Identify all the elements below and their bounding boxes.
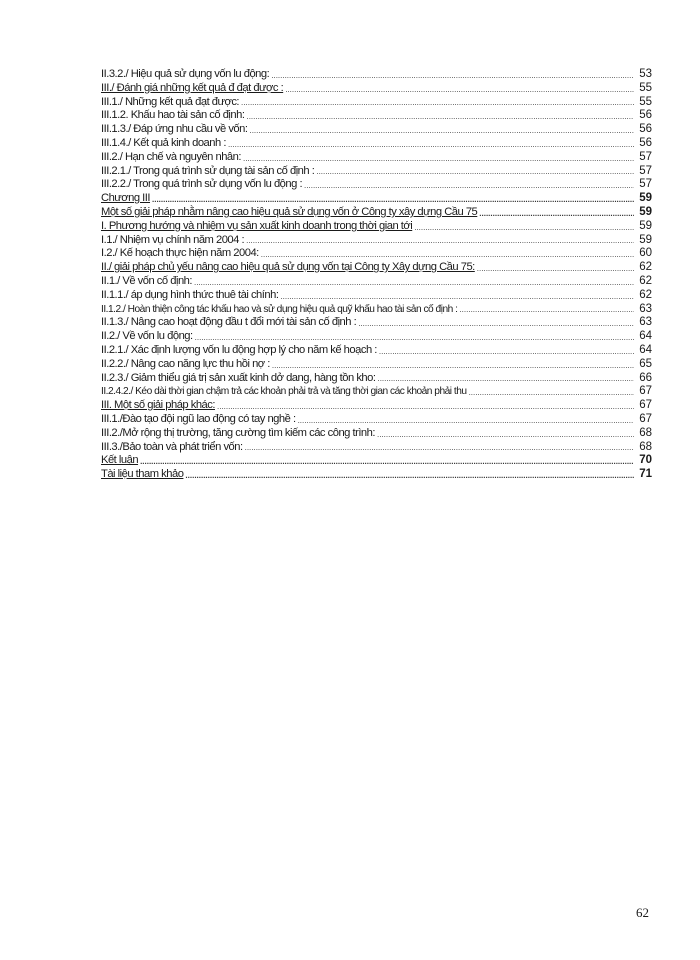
toc-entry-label: II.3.2./ Hiệu quả sử dụng vốn lu động:	[101, 68, 270, 80]
toc-entry[interactable]	[101, 178, 652, 192]
toc-entry[interactable]	[101, 289, 652, 303]
toc-leader-dots	[479, 208, 634, 220]
toc-entry-label: I. Phương hướng và nhiệm vụ sản xuất kinh doanh trong thời gian tới	[101, 219, 413, 232]
toc-entry-page-number: 67	[639, 412, 652, 425]
toc-leader-dots	[469, 387, 634, 399]
toc-entry-page-number: 71	[639, 468, 652, 481]
toc-entry-label: II.1./ Về vốn cố định:	[101, 274, 192, 287]
toc-entry-label: III./ Đánh giá những kết quả đ đạt được :	[101, 81, 284, 94]
toc-rows	[101, 68, 652, 482]
toc-entry-page-number: 55	[639, 95, 652, 108]
toc-entry-page-number: 63	[639, 302, 652, 315]
footer-page-number: 62	[636, 905, 649, 920]
toc-entry-page-number: 59	[639, 219, 652, 232]
toc-leader-dots	[316, 166, 634, 178]
toc-entry[interactable]	[101, 344, 652, 358]
toc-entry-page-number: 57	[639, 164, 652, 177]
toc-leader-dots	[152, 194, 634, 206]
toc-entry[interactable]	[101, 468, 652, 482]
toc-entry-label: Tài liệu tham khảo	[101, 468, 184, 481]
toc-entry[interactable]	[101, 303, 652, 317]
toc-entry-page-number: 59	[639, 205, 652, 218]
toc-entry[interactable]	[101, 372, 652, 386]
toc-entry-label: I.1./ Nhiệm vụ chính năm 2004 :	[101, 233, 245, 246]
toc-leader-dots	[304, 180, 634, 192]
toc-entry-label: II.1.2./ Hoàn thiện công tác khấu hao và sử dụng hiệu quả quỹ khấu hao tài sản cố định :	[101, 303, 458, 315]
toc-entry-page-number: 65	[639, 357, 652, 370]
toc-entry-label: III.2./Mở rộng thị trường, tăng cường tìm kiếm các công trình:	[101, 426, 375, 439]
toc-leader-dots	[217, 401, 634, 413]
toc-entry-page-number: 59	[639, 192, 652, 205]
toc-entry-label: II.2.2./ Nâng cao năng lực thu hồi nợ :	[101, 357, 270, 370]
toc-entry[interactable]	[101, 399, 652, 413]
toc-entry[interactable]	[101, 234, 652, 248]
toc-entry[interactable]	[101, 109, 652, 123]
toc-entry[interactable]	[101, 192, 652, 206]
toc-entry-label: III.1./ Những kết quả đạt được:	[101, 95, 240, 108]
toc-leader-dots	[245, 442, 634, 454]
toc-entry-label: III.1.4./ Kết quả kinh doanh :	[101, 136, 226, 149]
toc-entry-page-number: 62	[639, 274, 652, 287]
toc-entry-page-number: 55	[639, 81, 652, 94]
toc-entry-page-number: 63	[639, 316, 652, 329]
toc-leader-dots	[414, 222, 634, 234]
toc-entry[interactable]	[101, 151, 652, 165]
toc-leader-dots	[249, 125, 634, 137]
toc-entry[interactable]	[101, 427, 652, 441]
toc-entry-label: II.1.3./ Nâng cao hoạt động đầu t đổi mới tài sản cố định :	[101, 316, 357, 329]
toc-entry-page-number: 67	[639, 399, 652, 412]
toc-entry[interactable]	[101, 358, 652, 372]
toc-entry[interactable]	[101, 441, 652, 455]
toc-entry-page-number: 53	[639, 68, 652, 80]
toc-entry[interactable]	[101, 137, 652, 151]
toc-entry[interactable]	[101, 68, 652, 82]
toc-entry-page-number: 59	[639, 233, 652, 246]
toc-entry-page-number: 56	[639, 109, 652, 122]
toc-entry-page-number: 62	[639, 288, 652, 301]
toc-entry[interactable]	[101, 275, 652, 289]
toc-entry[interactable]	[101, 206, 652, 220]
toc-entry-page-number: 60	[639, 247, 652, 260]
toc-entry[interactable]	[101, 123, 652, 137]
toc-entry-label: III.2.1./ Trong quá trình sử dụng tài sản cố định :	[101, 164, 315, 177]
toc-leader-dots	[280, 291, 634, 303]
toc-leader-dots	[194, 277, 634, 289]
toc-leader-dots	[298, 415, 634, 427]
toc-leader-dots	[140, 456, 634, 468]
toc-leader-dots	[243, 153, 634, 165]
toc-leader-dots	[246, 111, 634, 123]
toc-entry-page-number: 70	[639, 454, 652, 467]
toc-entry-page-number: 67	[639, 385, 652, 398]
toc-leader-dots	[477, 263, 634, 275]
toc-entry-label: II.1.1./ áp dụng hình thức thuê tài chính:	[101, 288, 279, 301]
toc-leader-dots	[246, 235, 634, 247]
toc-entry-label: II.2./ Về vốn lu động:	[101, 330, 193, 343]
toc-entry[interactable]	[101, 96, 652, 110]
toc-entry-label: II.2.1./ Xác định lượng vốn lu động hợp lý cho năm kế hoạch :	[101, 343, 377, 356]
toc-entry-page-number: 64	[639, 330, 652, 343]
toc-entry-page-number: 57	[639, 150, 652, 163]
toc-entry-label: I.2./ Kế hoạch thực hiện năm 2004:	[101, 247, 259, 260]
toc-leader-dots	[377, 429, 634, 441]
toc-entry-label: II./ giải pháp chủ yếu nâng cao hiệu quả sử dụng vốn tại Công ty Xây dựng Cầu 75:	[101, 261, 475, 274]
toc-leader-dots	[228, 139, 634, 151]
toc-leader-dots	[261, 249, 634, 261]
toc-entry[interactable]	[101, 220, 652, 234]
toc-entry-page-number: 57	[639, 178, 652, 191]
toc-entry-label: II.2.3./ Giảm thiểu giá trị sản xuất kinh dở dang, hàng tồn kho:	[101, 371, 376, 384]
toc-entry[interactable]	[101, 413, 652, 427]
toc-leader-dots	[379, 346, 634, 358]
toc-entry-label: III.1.3./ Đáp ứng nhu cầu về vốn:	[101, 123, 248, 136]
toc-entry-label: Chương III	[101, 192, 151, 205]
toc-entry-label: III.1./Đào tạo đội ngũ lao động có tay nghề :	[101, 412, 296, 425]
toc-entry[interactable]	[101, 261, 652, 275]
toc-entry-page-number: 64	[639, 343, 652, 356]
toc-leader-dots	[285, 84, 634, 96]
toc-leader-dots	[272, 360, 634, 372]
toc-entry-label: III. Một số giải pháp khác:	[101, 399, 215, 412]
toc-entry-label: Kết luận	[101, 454, 139, 467]
toc-entry[interactable]	[101, 165, 652, 179]
toc-leader-dots	[459, 304, 634, 316]
toc-entry-label: III.2./ Hạn chế và nguyên nhân:	[101, 150, 241, 163]
toc-entry-label: III.2.2./ Trong quá trình sử dụng vốn lu động :	[101, 178, 303, 191]
toc-entry-page-number: 68	[639, 426, 652, 439]
toc-entry-label: III.1.2. Khấu hao tài sản cố định:	[101, 109, 245, 122]
toc-entry-page-number: 56	[639, 123, 652, 136]
toc-entry[interactable]	[101, 454, 652, 468]
toc-leader-dots	[241, 97, 634, 109]
toc-entry-page-number: 68	[639, 440, 652, 453]
toc-entry[interactable]	[101, 330, 652, 344]
toc-entry[interactable]	[101, 247, 652, 261]
toc-leader-dots	[377, 373, 634, 385]
toc-leader-dots	[271, 70, 634, 82]
toc-entry[interactable]	[101, 385, 652, 399]
toc-leader-dots	[185, 470, 634, 482]
toc-entry-page-number: 62	[639, 261, 652, 274]
toc-entry-page-number: 66	[639, 371, 652, 384]
toc-leader-dots	[358, 318, 634, 330]
toc-entry[interactable]	[101, 316, 652, 330]
toc-entry-label: Một số giải pháp nhằm nâng cao hiệu quả sử dụng vốn ở Công ty xây dựng Cầu 75	[101, 205, 478, 218]
table-of-contents	[101, 68, 652, 482]
toc-entry-label: II.2.4.2./ Kéo dài thời gian chậm trả các khoản phải trả và tăng thời gian các khoản phải thu	[101, 386, 467, 398]
toc-entry-label: III.3./Bảo toàn và phát triển vốn:	[101, 440, 243, 453]
toc-entry[interactable]	[101, 82, 652, 96]
toc-leader-dots	[195, 332, 634, 344]
toc-entry-page-number: 56	[639, 136, 652, 149]
